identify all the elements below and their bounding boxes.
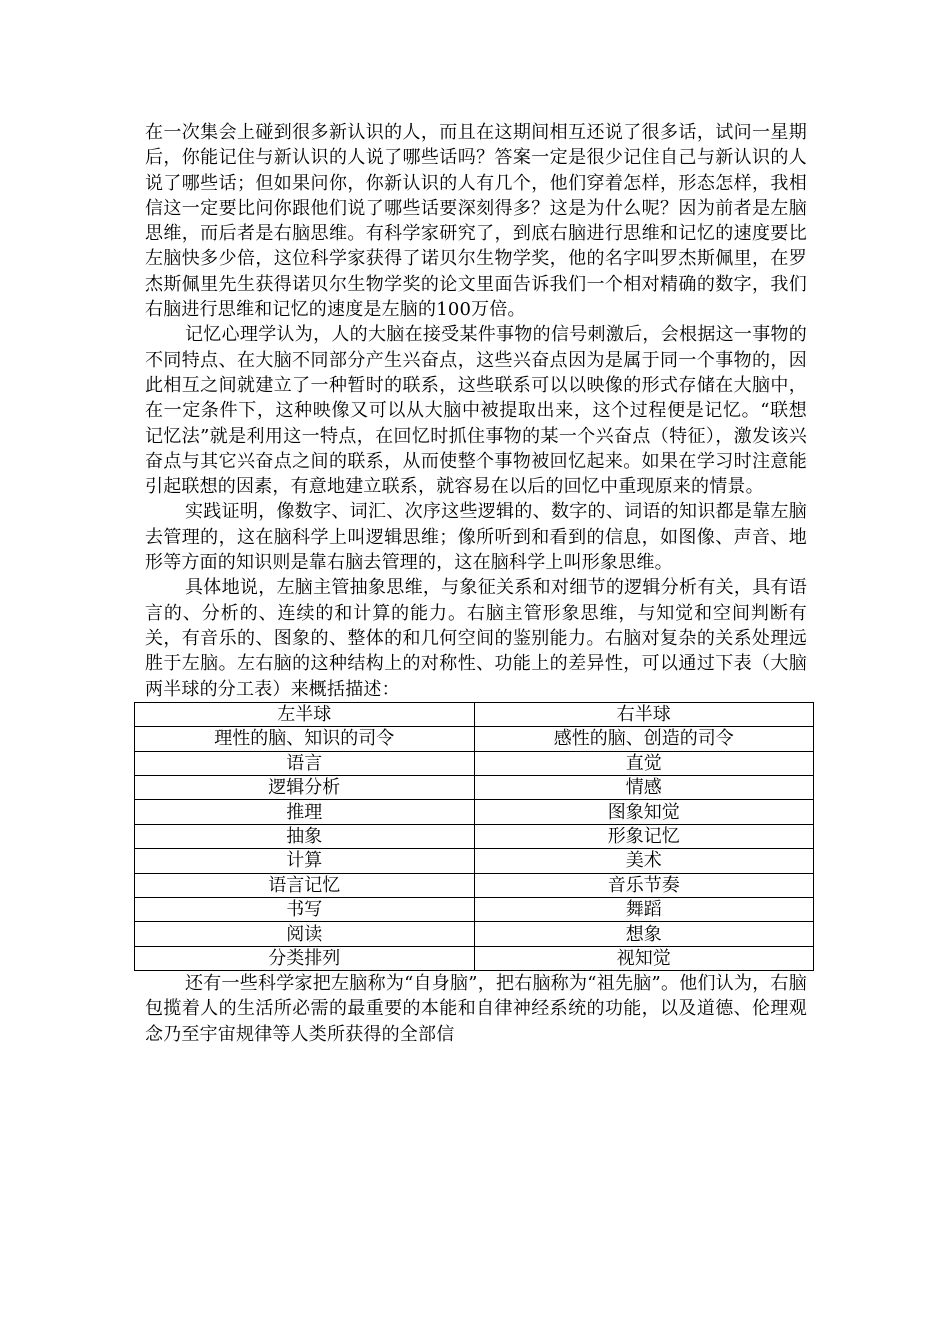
- table-row: [135, 897, 814, 921]
- table-cell-right: 想象: [474, 922, 814, 946]
- table-cell-right: 形象记忆: [474, 824, 814, 848]
- table-cell-right: 美术: [474, 849, 814, 873]
- table-row: [135, 873, 814, 897]
- table-cell-left: 抽象: [135, 824, 475, 848]
- table-cell-left: 书写: [135, 897, 475, 921]
- table-header-row: [135, 702, 814, 726]
- paragraph-3: 实践证明，像数字、词汇、次序这些逻辑的、数字的、词语的知识都是靠左脑去管理的，这在脑科学上叫逻辑思维；像所听到和看到的信息，如图像、声音、地形等方面的知识则是靠右脑去管理的，这在脑科学上叫形象思维。: [145, 501, 807, 574]
- table-cell-right: 情感: [474, 776, 814, 800]
- table-row: [135, 946, 814, 970]
- table-cell-right: 感性的脑、创造的司令: [474, 727, 814, 751]
- table-cell-right: 视知觉: [474, 946, 814, 970]
- table-cell-left: 分类排列: [135, 946, 475, 970]
- paragraph-2: 记忆心理学认为，人的大脑在接受某件事物的信号刺激后，会根据这一事物的不同特点、在大脑不同部分产生兴奋点，这些兴奋点因为是属于同一个事物的，因此相互之间就建立了一种暂时的联系，这些联系可以以映像的形式存储在大脑中，在一定条件下，这种映像又可以从大脑中被提取出来，这个过程便是记忆。“联想记忆法”就是利用这一特点，在回忆时抓住事物的某一个兴奋点（特征），激发该兴奋点与其它兴奋点之间的联系，从而使整个事物被回忆起来。如果在学习时注意能引起联想的因素，有意地建立联系，就容易在以后的回忆中重现原来的情景。: [145, 324, 807, 498]
- table-row: [135, 824, 814, 848]
- table-cell-left: 语言记忆: [135, 873, 475, 897]
- paragraph-4: 具体地说，左脑主管抽象思维，与象征关系和对细节的逻辑分析有关，具有语言的、分析的、连续的和计算的能力。右脑主管形象思维，与知觉和空间判断有关，有音乐的、图象的、整体的和几何空间的鉴别能力。右脑对复杂的关系处理远胜于左脑。左右脑的这种结构上的对称性、功能上的差异性，可以通过下表（大脑两半球的分工表）来概括描述：: [145, 577, 807, 700]
- table-row: [135, 922, 814, 946]
- document-page: [145, 120, 807, 1047]
- table-cell-left: 语言: [135, 751, 475, 775]
- table-header-right: 右半球: [474, 702, 814, 726]
- table-cell-left: 理性的脑、知识的司令: [135, 727, 475, 751]
- table-row: [135, 800, 814, 824]
- table-cell-right: 舞蹈: [474, 897, 814, 921]
- table-cell-left: 推理: [135, 800, 475, 824]
- hemisphere-table: [134, 702, 814, 971]
- table-cell-right: 直觉: [474, 751, 814, 775]
- table-row: [135, 776, 814, 800]
- paragraph-1: 在一次集会上碰到很多新认识的人，而且在这期间相互还说了很多话，试问一星期后，你能记住与新认识的人说了哪些话吗？答案一定是很少记住自己与新认识的人说了哪些话；但如果问你，你新认识的人有几个，他们穿着怎样，形态怎样，我相信这一定要比问你跟他们说了哪些话要深刻得多？这是为什么呢？因为前者是左脑思维，而后者是右脑思维。有科学家研究了，到底右脑进行思维和记忆的速度要比左脑快多少倍，这位科学家获得了诺贝尔生物学奖，他的名字叫罗杰斯佩里，在罗杰斯佩里先生获得诺贝尔生物学奖的论文里面告诉我们一个相对精确的数字，我们右脑进行思维和记忆的速度是左脑的100万倍。: [145, 122, 807, 321]
- paragraph-5: 还有一些科学家把左脑称为“自身脑”，把右脑称为“祖先脑”。他们认为，右脑包揽着人的生活所必需的最重要的本能和自律神经系统的功能，以及道德、伦理观念乃至宇宙规律等人类所获得的全部信: [145, 973, 807, 1045]
- table-cell-left: 计算: [135, 849, 475, 873]
- table-cell-right: 音乐节奏: [474, 873, 814, 897]
- table-cell-left: 逻辑分析: [135, 776, 475, 800]
- table-cell-left: 阅读: [135, 922, 475, 946]
- table-row: [135, 727, 814, 751]
- table-row: [135, 751, 814, 775]
- table-row: [135, 849, 814, 873]
- table-cell-right: 图象知觉: [474, 800, 814, 824]
- table-header-left: 左半球: [135, 702, 475, 726]
